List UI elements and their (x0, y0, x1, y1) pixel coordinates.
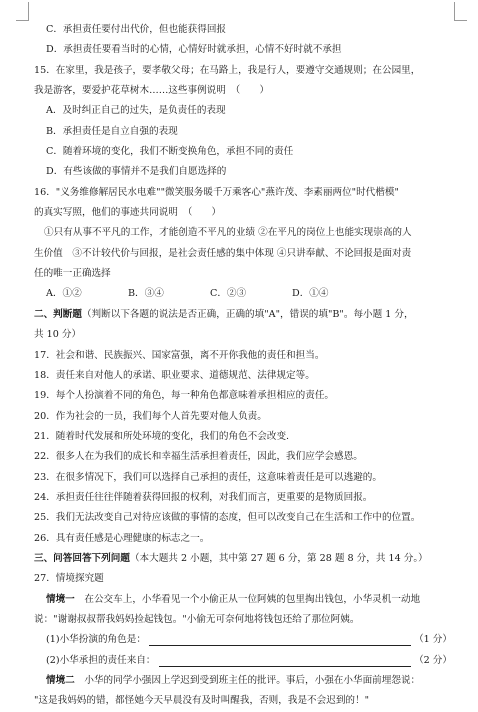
scenario-text: 小华的同学小强因上学迟到受到班主任的批评。事后，小强在小华面前埋怨说： (74, 675, 421, 686)
answer-option: B．③④ (128, 288, 164, 300)
scenario-line (34, 671, 452, 691)
fill-points: （1 分） (414, 634, 452, 646)
text-line: 18．责任来自对他人的承诺、职业要求、道德规范、法律规定等。 (34, 369, 315, 381)
answer-blank[interactable] (159, 655, 412, 667)
scenario-label: 情境一 (46, 593, 75, 605)
text-line: 25．我们无法改变自己对待应该做的事情的态度，但可以改变自己在生活和工作中的位置。 (34, 512, 421, 524)
text-line: C．承担责任要付出代价，但也能获得回报 (46, 24, 227, 35)
text-line: 27．情境探究题 (34, 573, 104, 585)
scenario-text: 在公交车上，小华看见一个小偷正从一位阿姨的包里掏出钱包，小华灵机一动地 (74, 593, 421, 605)
section-title: 二、判断题 (34, 308, 82, 320)
crop-mark-top-left (16, 2, 29, 21)
text-line: 我是游客，要爱护花草树木……这些事例说明 （ ） (34, 85, 270, 97)
text-line: 21．随着时代发展和所处环境的变化，我们的角色不会改变. (34, 430, 290, 442)
text-line: 共 10 分） (34, 329, 82, 341)
fill-in-question (34, 651, 452, 671)
fill-in-question (34, 630, 452, 650)
answer-option: A．①② (46, 288, 82, 300)
text-line: ①只有从事不平凡的工作，才能创造不平凡的业绩 ②在平凡的岗位上也能实现崇高的人 (44, 227, 412, 239)
answer-option: C．②③ (210, 288, 247, 300)
text-line: "这是我妈妈的错，都怪她今天早晨没有及时叫醒我，否则，我是不会迟到的！" (34, 695, 370, 707)
section-instructions: （本大题共 2 小题，其中第 27 题 6 分，第 28 题 8 分，共 14 分。） (129, 552, 428, 564)
section-heading (34, 305, 452, 325)
exam-content (34, 20, 452, 712)
text-line: 17．社会和谐、民族振兴、国家富强，离不开你我他的责任和担当。 (34, 349, 325, 361)
text-line: A．及时纠正自己的过失，是负责任的表现 (46, 105, 226, 117)
text-line: B．承担责任是自立自强的表现 (46, 125, 178, 137)
text-line: 19．每个人扮演着不同的角色，每一种角色都意味着承担相应的责任。 (34, 390, 335, 402)
text-line: 22．很多人在为我们的成长和幸福生活承担着责任，因此，我们应学会感恩。 (34, 451, 363, 463)
text-line: 15．在家里，我是孩子，要孝敬父母；在马路上，我是行人，要遵守交通规则；在公园里， (34, 64, 421, 76)
text-line: 20．作为社会的一员，我们每个人首先要对他人负责。 (34, 410, 267, 422)
text-line: 说："谢谢叔叔帮我妈妈捡起钱包。"小偷无可奈何地将钱包还给了那位阿姨。 (34, 613, 360, 625)
section-heading (34, 549, 452, 569)
fill-prompt: (1)小华扮演的角色是： (46, 634, 146, 646)
section-instructions: （判断以下各题的说法是否正确，正确的填"A"，错误的填"B"。每小题 1 分， (81, 308, 414, 320)
fill-points: （2 分） (414, 654, 452, 666)
scenario-line (34, 590, 452, 610)
text-line: D．承担责任要看当时的心情，心情好时就承担，心情不好时就不承担 (46, 44, 342, 56)
text-line: 16．"义务维修解居民水电难""微笑服务暖千万乘客心"燕许茂、李素丽两位"时代楷模" (34, 186, 399, 198)
crop-mark-top-right (454, 2, 467, 21)
text-line: D．有些该做的事情并不是我们自愿选择的 (46, 166, 227, 178)
section-title: 三、问答回答下列问题 (34, 552, 130, 564)
text-line: 23．在很多情况下，我们可以选择自己承担的责任，这意味着责任是可以逃避的。 (34, 471, 382, 483)
answer-options (34, 284, 452, 304)
scenario-label: 情境二 (46, 675, 75, 686)
fill-prompt: (2)小华承担的责任来自： (46, 654, 156, 666)
answer-option: D．①④ (292, 288, 329, 300)
text-line: 26．具有责任感是心理健康的标志之一。 (34, 532, 210, 544)
text-line: 24．承担责任往往伴随着获得回报的权利，对我们而言，更重要的是物质回报。 (34, 491, 373, 503)
text-line: 任的唯一正确选择 (34, 268, 111, 280)
text-line: C．随着环境的变化，我们不断变换角色，承担不同的责任 (46, 146, 294, 158)
text-line: 的真实写照，他们的事迹共同说明 （ ） (34, 207, 222, 219)
text-line: 生价值 ③不计较代价与回报，是社会责任感的集中体现 ④只讲奉献、不论回报是面对责 (34, 247, 412, 259)
answer-blank[interactable] (149, 634, 411, 646)
